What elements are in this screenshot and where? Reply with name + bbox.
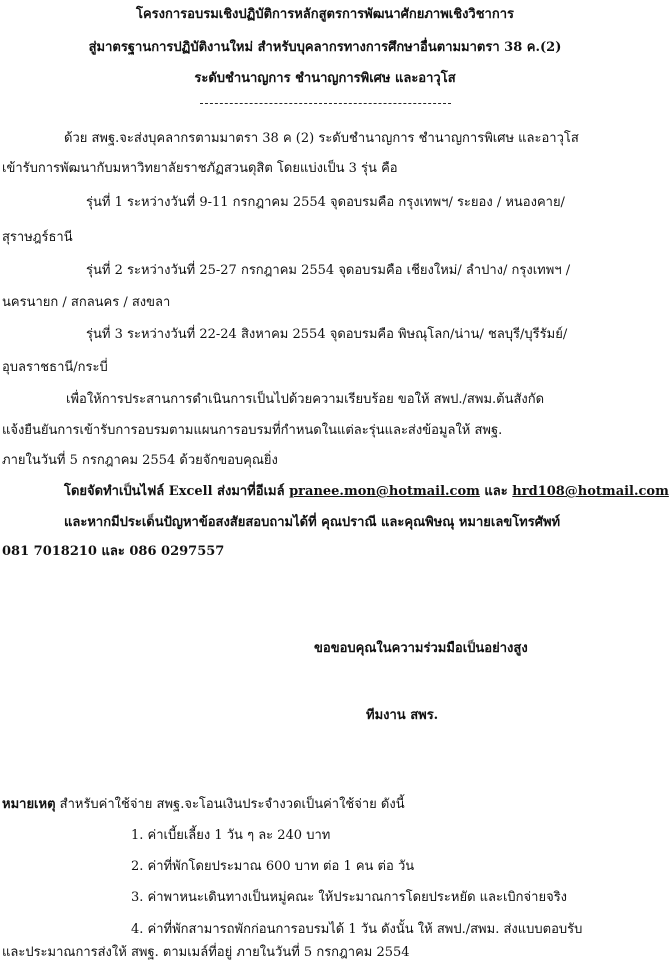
batch-3-line-2: อุบลราชธานี/กระบี่	[2, 360, 108, 375]
batch-2-line-2: นครนายก / สกลนคร / สงขลา	[2, 295, 171, 310]
remark-item-2: 2. ค่าที่พักโดยประมาณ 600 บาท ต่อ 1 คน ต่อ วัน	[131, 859, 415, 874]
batch-1-line-1: รุ่นที่ 1 ระหว่างวันที่ 9-11 กรกฎาคม 2554 จุดอบรมคือ กรุงเทพฯ/ ระยอง / หนองคาย/	[86, 195, 565, 210]
batch-3-line-1: รุ่นที่ 3 ระหว่างวันที่ 22-24 สิงหาคม 2554 จุดอบรมคือ พิษณุโลก/น่าน/ ชลบุรี/บุรีรัมย์/	[86, 327, 568, 342]
phone-numbers: 081 7018210 และ 086 0297557	[2, 544, 225, 559]
closing-thanks: ขอขอบคุณในความร่วมมือเป็นอย่างสูง	[314, 641, 528, 656]
doc-title-line-3: ระดับชำนาญการ ชำนาญการพิเศษ และอาวุโส	[194, 71, 456, 86]
request-line-2: แจ้งยืนยันการเข้ารับการอบรมตามแผนการอบรมที่กำหนดในแต่ละรุ่นและส่งข้อมูลให้ สพฐ.	[2, 423, 503, 438]
doc-title-line-2: สู่มาตรฐานการปฏิบัติงานใหม่ สำหรับบุคลากรทางการศึกษาอื่นตามมาตรา 38 ค.(2)	[88, 40, 562, 55]
email-link-hrd108[interactable]: hrd108@hotmail.com	[512, 484, 669, 499]
excel-email-prefix: โดยจัดทำเป็นไฟล์ Excell ส่งมาที่อีเมล์	[64, 484, 290, 499]
request-line-3: ภายในวันที่ 5 กรกฎาคม 2554 ด้วยจักขอบคุณยิ่ง	[2, 453, 278, 468]
title-separator	[200, 103, 451, 104]
remark-line	[2, 796, 405, 814]
request-line-1: เพื่อให้การประสานการดำเนินการเป็นไปด้วยความเรียบร้อย ขอให้ สพป./สพม.ต้นสังกัด	[66, 392, 545, 407]
email-link-pranee[interactable]: pranee.mon@hotmail.com	[289, 484, 480, 499]
excel-email-line	[64, 483, 669, 501]
remark-item-3: 3. ค่าพาหนะเดินทางเป็นหมู่คณะ ให้ประมาณการโดยประหยัด และเบิกจ่ายจริง	[131, 890, 568, 905]
doc-title-line-1: โครงการอบรมเชิงปฏิบัติการหลักสูตรการพัฒนาศักยภาพเชิงวิชาการ	[135, 7, 514, 22]
intro-line-1: ด้วย สพฐ.จะส่งบุคลากรตามมาตรา 38 ค (2) ระดับชำนาญการ ชำนาญการพิเศษ และอาวุโส	[64, 131, 579, 146]
remark-label: หมายเหตุ	[2, 797, 56, 812]
remark-item-1: 1. ค่าเบี้ยเลี้ยง 1 วัน ๆ ละ 240 บาท	[131, 828, 331, 843]
remark-item-4-continued: และประมาณการส่งให้ สพฐ. ตามเมล์ที่อยู่ ภายในวันที่ 5 กรกฎาคม 2554	[2, 945, 410, 960]
batch-2-line-1: รุ่นที่ 2 ระหว่างวันที่ 25-27 กรกฎาคม 2554 จุดอบรมคือ เชียงใหม่/ ลำปาง/ กรุงเทพฯ /	[86, 263, 571, 278]
remark-item-4: 4. ค่าที่พักสามารถพักก่อนการอบรมได้ 1 วัน ดังนั้น ให้ สพป./สพม. ส่งแบบตอบรับ	[131, 922, 583, 937]
batch-1-line-2: สุราษฎร์ธานี	[2, 230, 73, 245]
closing-team: ทีมงาน สพร.	[366, 708, 439, 723]
questions-line: และหากมีประเด็นปัญหาข้อสงสัยสอบถามได้ที่ คุณปราณี และคุณพิษณุ หมายเลขโทรศัพท์	[64, 515, 561, 530]
remark-text: สำหรับค่าใช้จ่าย สพฐ.จะโอนเงินประจำงวดเป็นค่าใช้จ่าย ดังนี้	[55, 797, 405, 812]
email-and: และ	[479, 484, 513, 499]
intro-line-2: เข้ารับการพัฒนากับมหาวิทยาลัยราชภัฏสวนดุสิต โดยแบ่งเป็น 3 รุ่น คือ	[2, 161, 398, 176]
